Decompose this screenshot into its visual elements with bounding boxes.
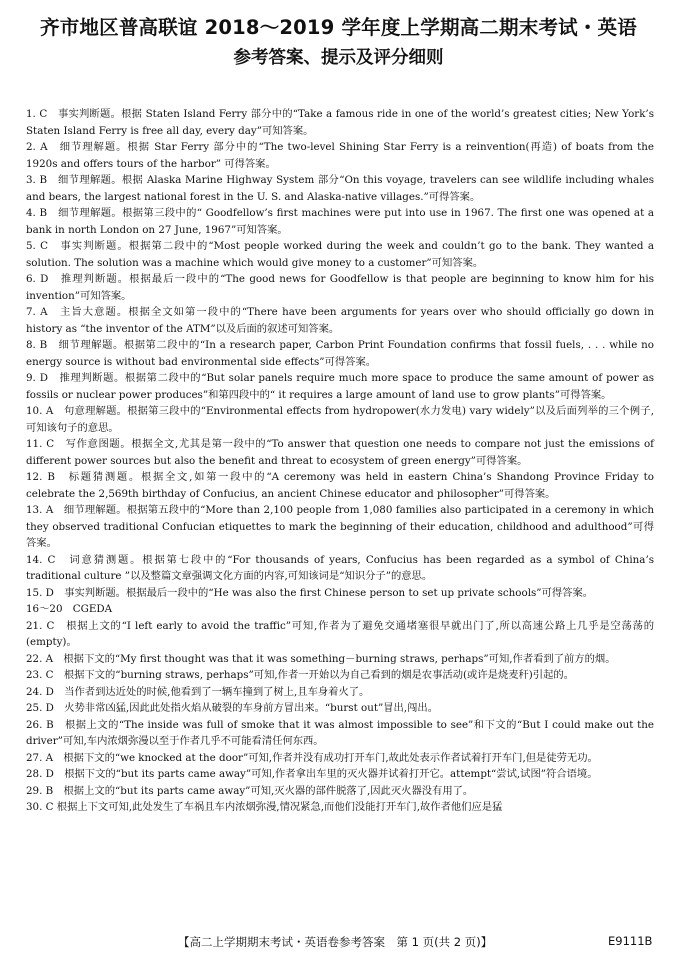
answer-item-7: 7. A 主旨大意题。根据全文如第一段中的“There have been arguments for years over who should officially go down in history as “the inventor of the ATM”以及后面的叙述可知答案。 bbox=[26, 306, 654, 335]
answer-list bbox=[26, 106, 654, 816]
answer-item-26: 26. B 根据上文的“The inside was full of smoke that it was almost impossible to see”和下文的“But I could make out the driver”可知,车内浓烟弥漫以至于作者几乎不可能看清任何东西。 bbox=[26, 718, 654, 747]
answer-item-8: 8. B 细节理解题。根据第二段中的“In a research paper, Carbon Print Foundation confirms that fossil fuels, . . . while no energy source is without bad environmental side effects”可得答案。 bbox=[26, 339, 654, 368]
page-title: 齐市地区普高联谊 2018～2019 学年度上学期高二期末考试・英语 bbox=[40, 16, 637, 39]
page-subtitle: 参考答案、提示及评分细则 bbox=[233, 48, 444, 68]
answer-item-11: 11. C 写作意图题。根据全文,尤其是第一段中的“To answer that question one needs to compare not just the emissions of different power sources but also the benefit and threat to ecosystem of green energy”可得答案。 bbox=[26, 438, 654, 467]
answer-item-9: 9. D 推理判断题。根据第二段中的“But solar panels require much more space to produce the same amount of power as fossils or nuclear power produces”和第四段中的“ it requires a large amount of land use to grow plants”可得答案。 bbox=[26, 372, 654, 401]
answer-item-10: 10. A 句意理解题。根据第三段中的“Environmental effects from hydropower(水力发电) vary widely”以及后面列举的三个例子,可知该句子的意思。 bbox=[26, 405, 654, 434]
page-footer bbox=[0, 934, 677, 952]
answer-item-12: 12. B 标题猜测题。根据全文,如第一段中的“A ceremony was held in eastern China’s Shandong Province Friday to celebrate the 2,569th birthday of Confucius, an ancient Chinese educator and philosopher”可得答案。 bbox=[26, 471, 654, 500]
footer-code: E9111B bbox=[608, 934, 653, 948]
answer-item-29: 29. B 根据上文的“but its parts came away”可知,灭火器的部件脱落了,因此灭火器没有用了。 bbox=[26, 784, 474, 797]
answer-item-1: 1. C 事实判断题。根据 Staten Island Ferry 部分中的“Take a famous ride in one of the world’s greatest cities; New York’s Staten Island Ferry is free all day, every day”可知答案。 bbox=[26, 108, 654, 137]
answer-item-27: 27. A 根据下文的“we knocked at the door”可知,作者并没有成功打开车门,故此处表示作者试着打开车门,但是徒劳无功。 bbox=[26, 751, 598, 764]
answer-item-30: 30. C 根据上下文可知,此处发生了车祸且车内浓烟弥漫,情况紧急,而他们没能打开车门,故作者他们应是猛 bbox=[26, 801, 503, 813]
answer-item-2: 2. A 细节理解题。根据 Star Ferry 部分中的“The two-level Shining Star Ferry is a reinvention(再造) of boats from the 1920s and offers tours of the harbor” 可得答案。 bbox=[26, 141, 654, 170]
answer-item-4: 4. B 细节理解题。根据第三段中的“ Goodfellow’s first machines were put into use in 1967. The first one was opened at a bank in north London on 27 June, 1967”可知答案。 bbox=[26, 207, 654, 236]
answer-item-16-20: 16～20 CGEDA bbox=[26, 603, 113, 615]
answer-item-22: 22. A 根据下文的“My first thought was that it was something－burning straws, perhaps”可知,作者看到了前方的烟。 bbox=[26, 652, 616, 665]
answer-item-13: 13. A 细节理解题。根据第五段中的“More than 2,100 people from 1,080 families also participated in a ceremony in which they observed traditional Confucian etiquettes to mark the beginning of their education, childhood and adulthood”可得答案。 bbox=[26, 504, 654, 549]
answer-item-6: 6. D 推理判断题。根据最后一段中的“The good news for Goodfellow is that people are beginning to know him for his invention”可知答案。 bbox=[26, 273, 654, 302]
answer-item-24: 24. D 当作者到达近处的时候,他看到了一辆车撞到了树上,且车身着火了。 bbox=[26, 685, 370, 698]
footer-page-info: 【高二上学期期末考试・英语卷参考答案 第 1 页(共 2 页)】 bbox=[178, 935, 493, 949]
answer-item-23: 23. C 根据下文的“burning straws, perhaps”可知,作者一开始以为自己看到的烟是农事活动(或许是烧麦秆)引起的。 bbox=[26, 669, 574, 681]
answer-item-25: 25. D 火势非常凶猛,因此此处指火焰从破裂的车身前方冒出来。“burst out”冒出,闯出。 bbox=[26, 702, 438, 714]
answer-item-14: 14. C 词意猜测题。根据第七段中的“For thousands of years, Confucius has been regarded as a symbol of China’s traditional culture ”以及整篇文章强调文化方面的内容,可知该词是“知识分子”的意思。 bbox=[26, 553, 654, 582]
answer-item-15: 15. D 事实判断题。根据最后一段中的“He was also the first Chinese person to set up private schools”可得答案。 bbox=[26, 586, 594, 599]
answer-item-28: 28. D 根据下文的“but its parts came away”可知,作者拿出车里的灭火器并试着打开它。attempt“尝试,试图”符合语境。 bbox=[26, 768, 598, 780]
answer-item-21: 21. C 根据上文的“I left early to avoid the traffic”可知,作者为了避免交通堵塞很早就出门了,所以高速公路上几乎是空荡荡的(empty)。 bbox=[26, 619, 654, 648]
answer-item-5: 5. C 事实判断题。根据第二段中的“Most people worked during the week and couldn’t go to the bank. They wanted a solution. The solution was a machine which would give money to a customer”可知答案。 bbox=[26, 240, 654, 269]
answer-item-3: 3. B 细节理解题。根据 Alaska Marine Highway System 部分“On this voyage, travelers can see wildlife including whales and bears, the largest national forest in the U. S. and Alaska-native villages.”可得答案。 bbox=[26, 174, 654, 203]
